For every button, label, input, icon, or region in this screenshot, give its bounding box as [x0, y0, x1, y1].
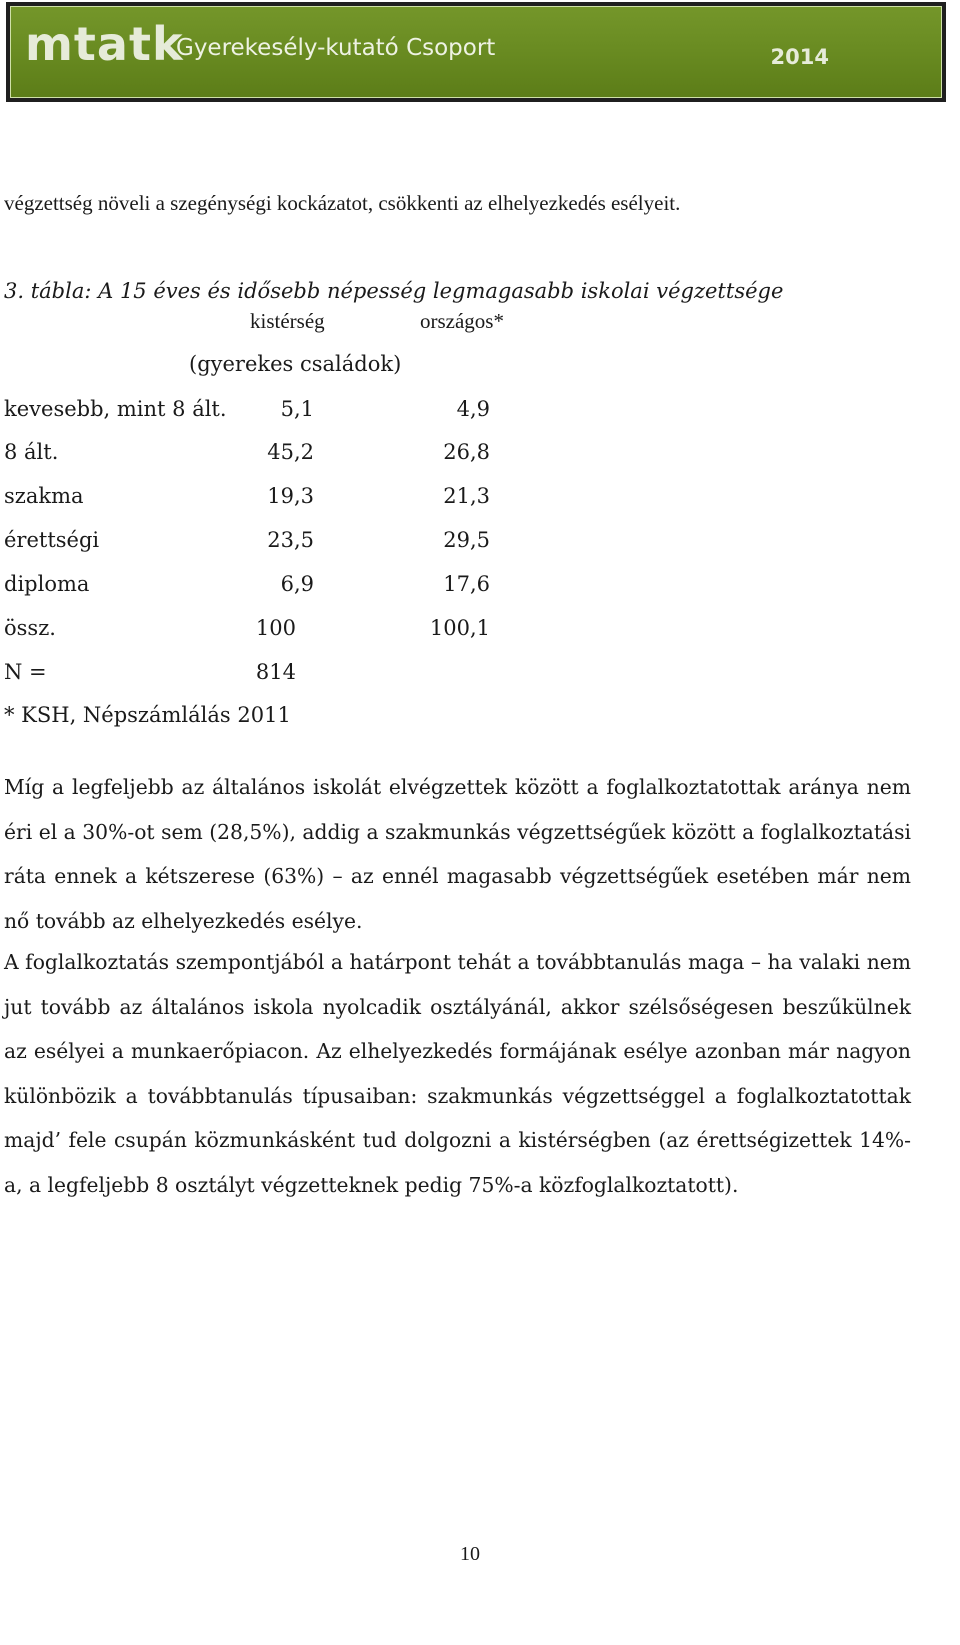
table-source-note: * KSH, Népszámlálás 2011 — [4, 703, 291, 727]
page-number: 10 — [460, 1543, 480, 1565]
cell-kisterseg: 19,3 — [267, 484, 314, 508]
row-label: 8 ált. — [4, 440, 59, 464]
header-banner — [6, 2, 946, 102]
cell-kisterseg: 45,2 — [267, 440, 314, 464]
mtatk-logo: mtatk — [25, 17, 184, 71]
cell-orszagos: 100,1 — [429, 616, 490, 640]
row-label: kevesebb, mint 8 ált. — [4, 397, 227, 421]
cell-orszagos: 21,3 — [443, 484, 490, 508]
cell-kisterseg: 100 — [255, 616, 296, 640]
intro-line: végzettség növeli a szegénységi kockázatot, csökkenti az elhelyezkedés esélyeit. — [4, 191, 681, 215]
table-caption: 3. tábla: A 15 éves és idősebb népesség legmagasabb iskolai végzettsége — [4, 279, 784, 303]
row-label: érettségi — [4, 528, 100, 552]
body-paragraph-2: A foglalkoztatás szempontjából a határpont tehát a továbbtanulás maga – ha valaki nem jut tovább az általános iskola nyolcadik osztályánál, akkor szélsőségesen beszűkülnek az esélyei a munkaerőpiacon. Az elhelyezkedés formájának esélye azonban már nagyon különbözik a továbbtanulás típusaiban: szakmunkás végzettséggel a foglalkoztatottak majd’ fele csupán közmunkásként tud dolgozni a kistérségben (az érettségizettek 14%-a, a legfeljebb 8 osztályt végzetteknek pedig 75%-a közfoglalkoztatott). — [4, 950, 911, 1197]
cell-orszagos: 17,6 — [443, 572, 490, 596]
cell-orszagos: 26,8 — [443, 440, 490, 464]
cell-kisterseg: 6,9 — [280, 572, 314, 596]
row-label: össz. — [4, 616, 56, 640]
body-paragraph-1: Míg a legfeljebb az általános iskolát elvégzettek között a foglalkoztatottak aránya nem éri el a 30%-ot sem (28,5%), addig a szakmunkás végzettségűek között a foglalkoztatási ráta ennek a kétszerese (63%) – az ennél magasabb végzettségűek esetében már nem nő tovább az elhelyezkedés esélye. — [4, 775, 911, 933]
header-year: 2014 — [770, 45, 829, 69]
header-banner-inner — [10, 6, 942, 98]
row-label: szakma — [4, 484, 84, 508]
n-label: N = — [4, 660, 47, 684]
cell-kisterseg: 5,1 — [280, 397, 314, 421]
n-value: 814 — [255, 660, 296, 684]
row-label: diploma — [4, 572, 90, 596]
research-group-name: Gyerekesély-kutató Csoport — [176, 35, 496, 61]
cell-orszagos: 4,9 — [456, 397, 490, 421]
table-col-header-kisterseg: kistérség — [250, 309, 325, 333]
cell-kisterseg: 23,5 — [267, 528, 314, 552]
table-col-header-orszagos: országos* — [420, 309, 504, 333]
table-subheader: (gyerekes családok) — [189, 352, 402, 376]
cell-orszagos: 29,5 — [443, 528, 490, 552]
